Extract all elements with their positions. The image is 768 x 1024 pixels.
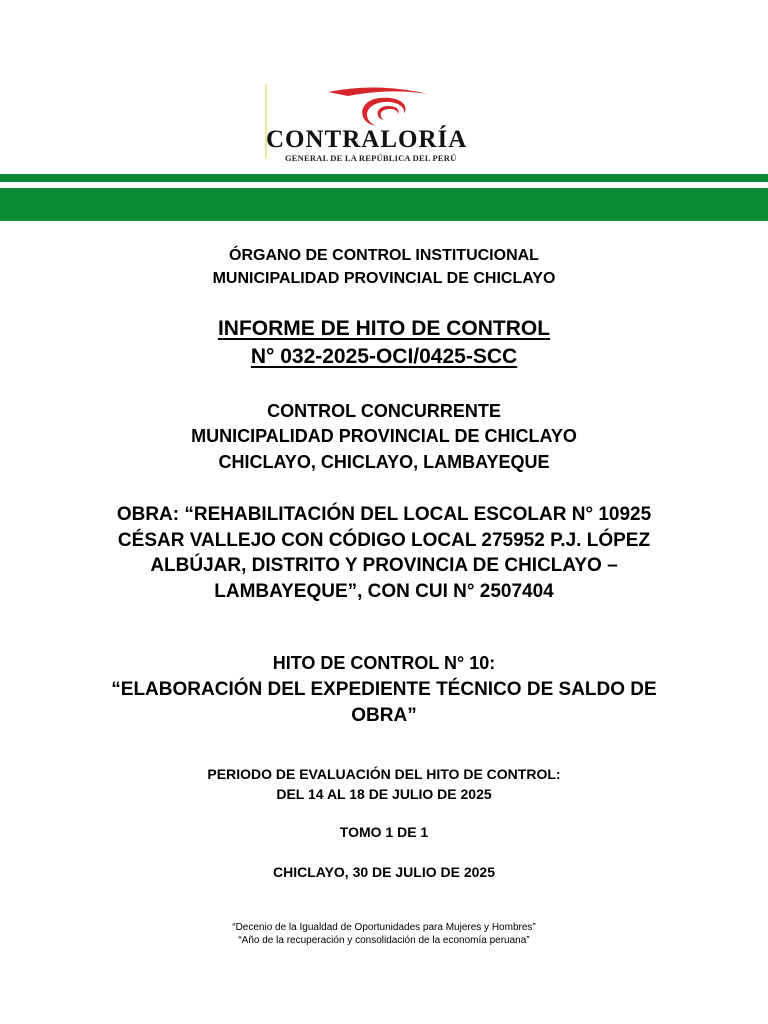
tomo: TOMO 1 DE 1 <box>339 824 429 840</box>
hito-line-3: OBRA” <box>351 705 417 726</box>
logo-subtitle: GENERAL DE LA REPÚBLICA DEL PERÚ <box>285 153 457 163</box>
header-band-thick <box>0 188 768 221</box>
obra-line-3: ALBÚJAR, DISTRITO Y PROVINCIA DE CHICLAYO – <box>150 555 618 576</box>
obra-line-2: CÉSAR VALLEJO CON CÓDIGO LOCAL 275952 P.J. LÓPEZ <box>117 530 651 551</box>
obra-line-1: OBRA: “REHABILITACIÓN DEL LOCAL ESCOLAR N° 10925 <box>116 504 652 525</box>
control-line-2: MUNICIPALIDAD PROVINCIAL DE CHICLAYO <box>191 426 577 446</box>
control-line-1: CONTROL CONCURRENTE <box>267 401 501 421</box>
report-title-line-1: INFORME DE HITO DE CONTROL <box>217 317 551 340</box>
header-band-thin <box>0 174 768 182</box>
periodo-line-2: DEL 14 AL 18 DE JULIO DE 2025 <box>276 786 492 802</box>
footer-line-1: “Decenio de la Igualdad de Oportunidades para Mujeres y Hombres” <box>232 922 536 933</box>
hito-line-1: HITO DE CONTROL N° 10: <box>272 653 496 673</box>
hito-line-2: “ELABORACIÓN DEL EXPEDIENTE TÉCNICO DE SALDO DE <box>111 679 657 700</box>
org-line-1: ÓRGANO DE CONTROL INSTITUCIONAL <box>229 247 539 264</box>
logo-name: CONTRALORÍA <box>266 126 468 153</box>
periodo-line-1: PERIODO DE EVALUACIÓN DEL HITO DE CONTROL: <box>207 766 561 782</box>
obra-line-4: LAMBAYEQUE”, CON CUI N° 2507404 <box>214 581 554 602</box>
footer-line-2: “Año de la recuperación y consolidación de la economía peruana” <box>238 935 530 946</box>
report-title-line-2: N° 032-2025-OCI/0425-SCC <box>250 345 518 368</box>
control-line-3: CHICLAYO, CHICLAYO, LAMBAYEQUE <box>218 452 550 472</box>
org-line-2: MUNICIPALIDAD PROVINCIAL DE CHICLAYO <box>212 270 556 287</box>
date-place: CHICLAYO, 30 DE JULIO DE 2025 <box>272 864 495 880</box>
